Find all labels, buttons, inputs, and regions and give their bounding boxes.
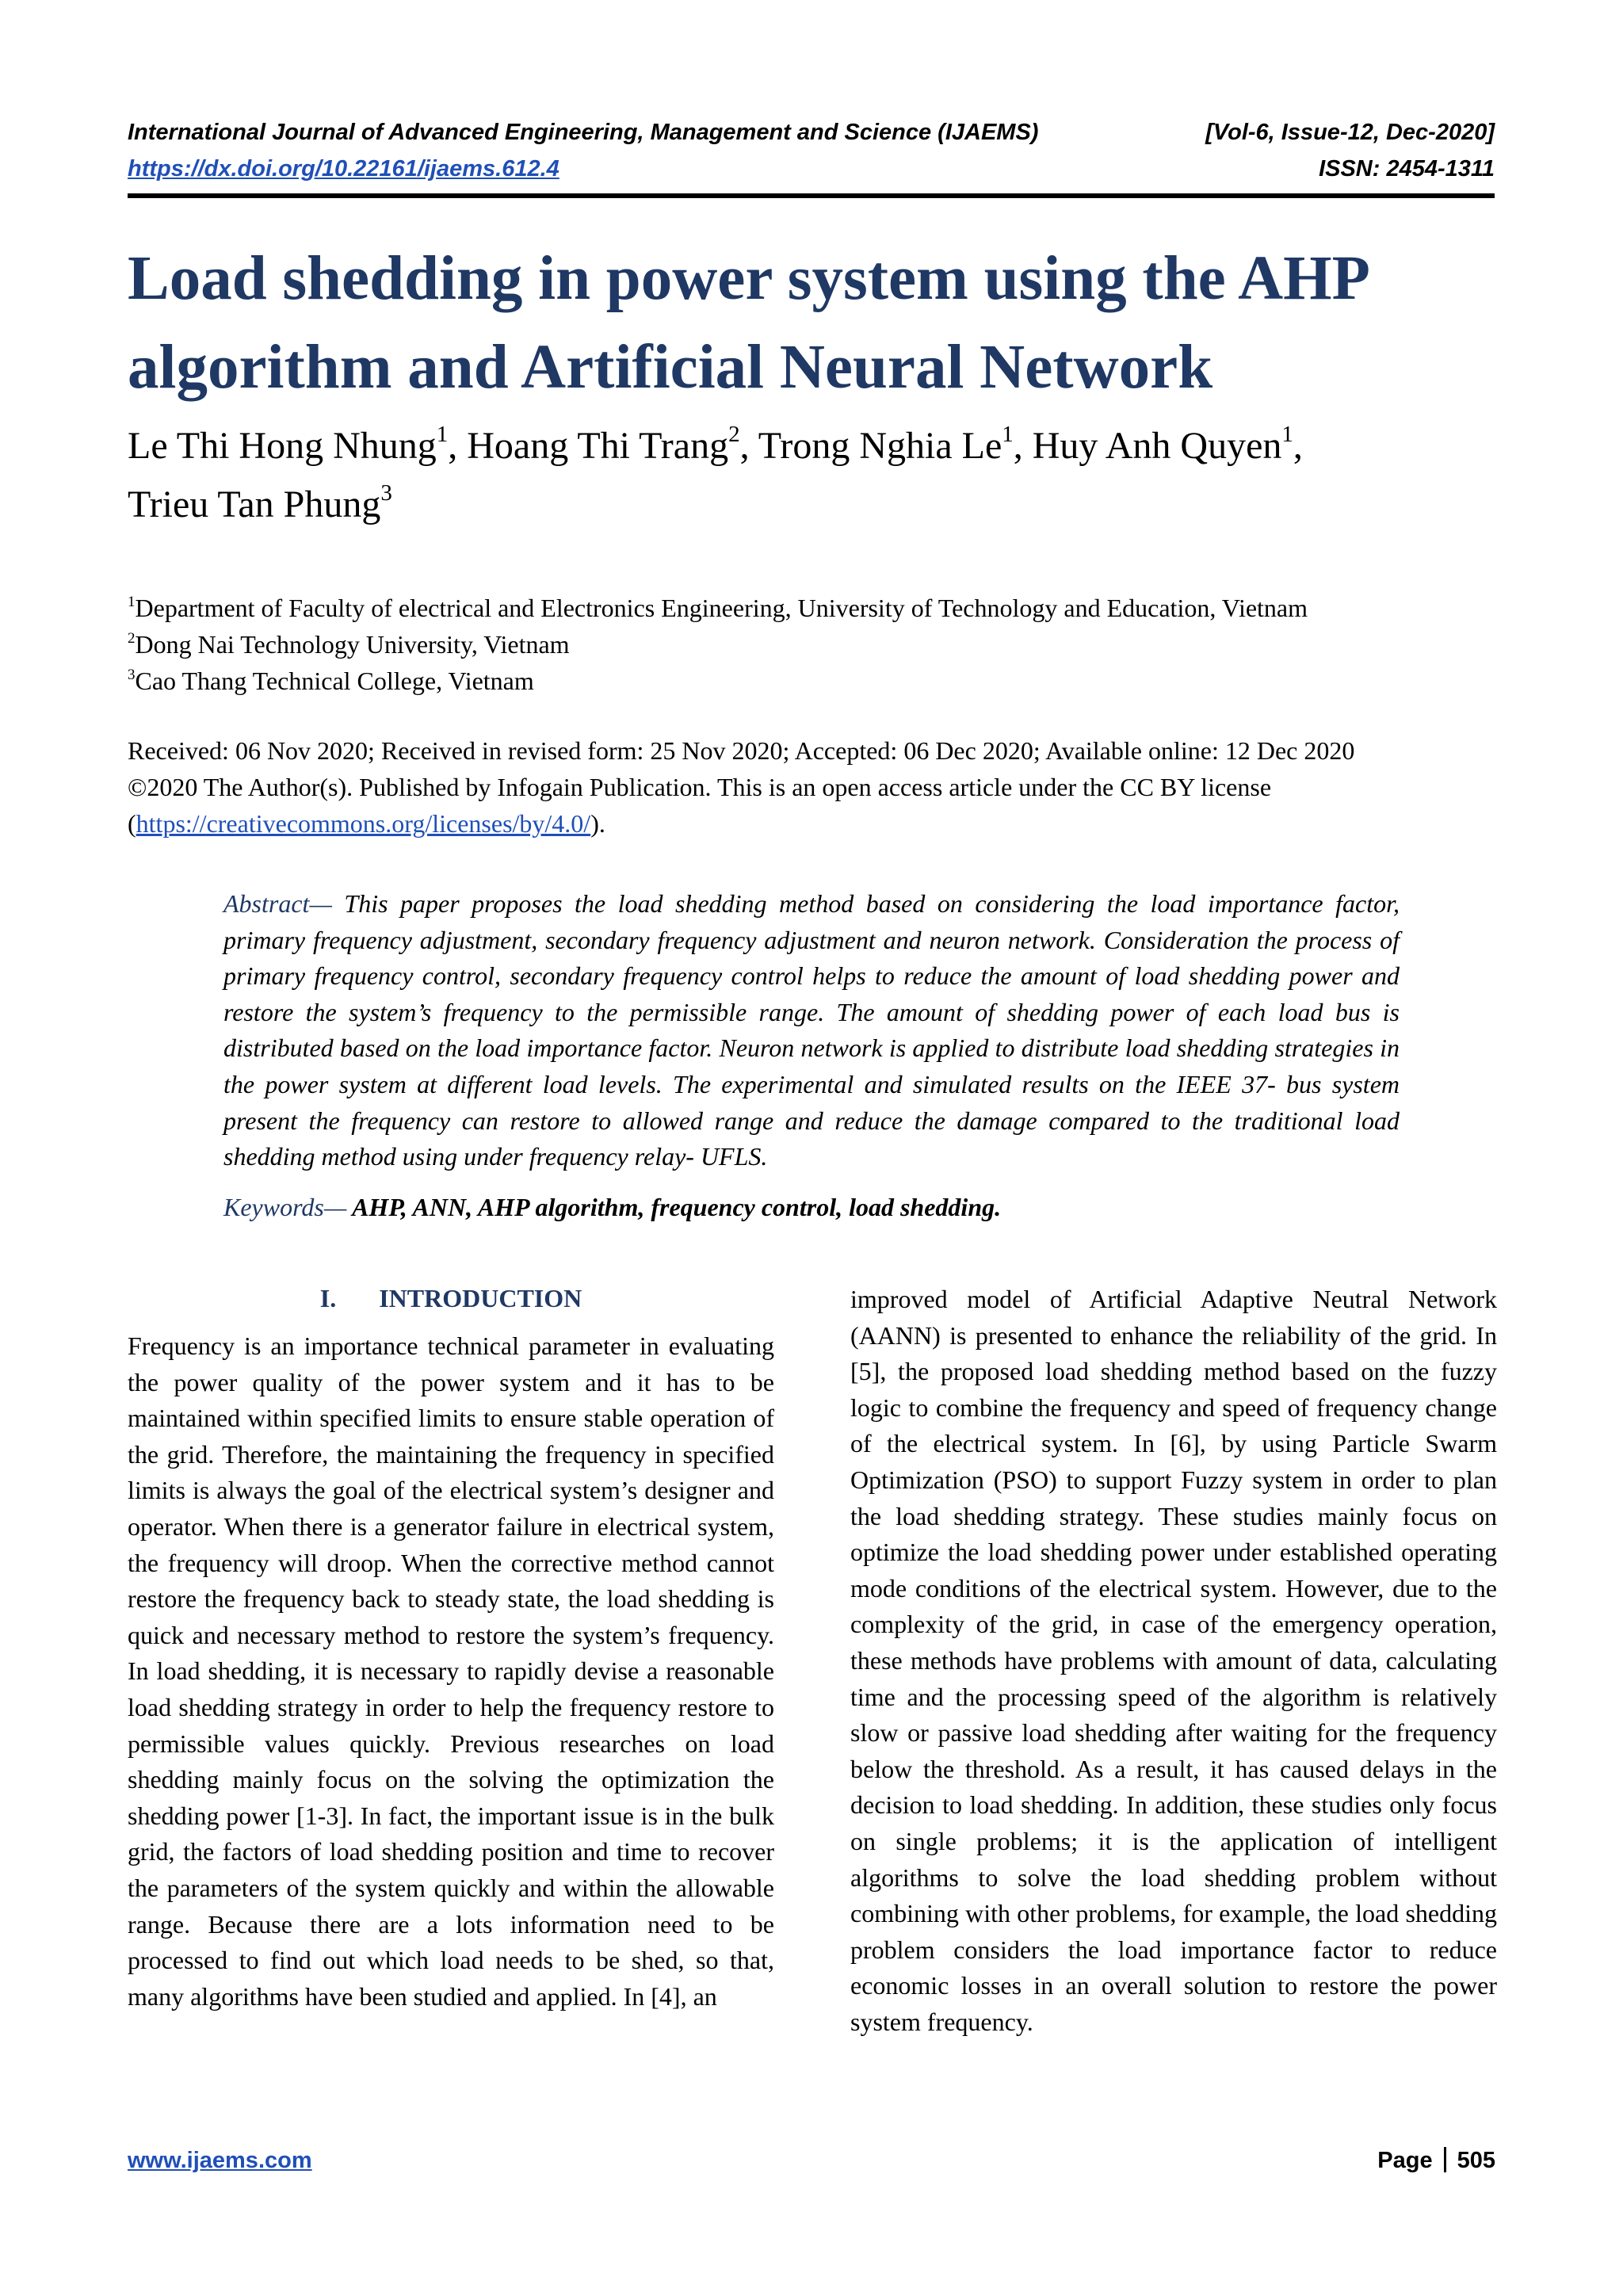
copyright-notice: ©2020 The Author(s). Published by Infogain Publication. This is an open access article under the CC BY license (128, 773, 1272, 801)
doi-link[interactable]: https://dx.doi.org/10.22161/ijaems.612.4 (128, 156, 559, 181)
license-link[interactable]: https://creativecommons.org/licenses/by/4.0/ (136, 809, 591, 838)
body-column-left: Frequency is an importance technical parameter in evaluating the power quality of the power system and it has to be maintained within specified limits to ensure stable operation of the grid. Therefore, the maintaining the frequency in specified limits is always the goal of the electrical system’s designer and operator. When there is a generator failure in electrical system, the frequency will droop. When the corrective method cannot restore the frequency back to steady state, the load shedding is quick and necessary method to restore the system’s frequency. In load shedding, it is necessary to rapidly devise a reasonable load shedding strategy in order to help the frequency restore to permissible values quickly. Previous researches on load shedding mainly focus on the solving the optimization the shedding power [1-3]. In fact, the important issue is in the bulk grid, the factors of load shedding position and time to recover the parameters of the system quickly and within the allowable range. Because there are a lots information need to be processed to find out which load needs to be shed, so that, many algorithms have been studied and applied. In [4], an (128, 1331, 774, 2011)
publication-history (128, 732, 1507, 842)
affiliation-number: 3 (128, 667, 136, 683)
affiliation-text: Dong Nai Technology University, Vietnam (135, 630, 570, 659)
author-list: Le Thi Hong Nhung$^1$, Hoang Thi Trang$^2$, Trong Nghia Le$^1$, Huy Anh Quyen$^1$, Trieu Tan Phung$^3$ (128, 422, 1303, 525)
issn: ISSN: 2454-1311 (1319, 156, 1495, 181)
header-divider (128, 193, 1495, 198)
license-line (128, 805, 1507, 842)
keywords (223, 1189, 1400, 1225)
footer-page-number (1377, 2145, 1495, 2176)
affiliations (128, 590, 1507, 699)
page-divider (1444, 2147, 1446, 2172)
author-affiliation-mark: 1 (1002, 422, 1014, 447)
author-affiliation-mark: 1 (1281, 422, 1293, 447)
author-affiliation-mark: 1 (436, 422, 449, 447)
affiliation-text: Department of Faculty of electrical and Electronics Engineering, University of Technology and Education, Vietnam (135, 594, 1308, 622)
website-link[interactable]: www.ijaems.com (128, 2148, 312, 2173)
body-column-right: improved model of Artificial Adaptive Neutral Network (AANN) is presented to enhance the reliability of the grid. In [5], the proposed load shedding method based on the fuzzy logic to combine the frequency and speed of frequency change of the electrical system. In [6], by using Particle Swarm Optimization (PSO) to support Fuzzy system in order to plan the load shedding strategy. These studies mainly focus on optimize the load shedding power under established operating mode conditions of the electrical system. However, due to the complexity of the grid, in case of the emergency operation, these methods have problems with amount of data, calculating time and the processing speed of the algorithm is relatively slow or passive load shedding after waiting for the frequency below the threshold. As a result, it has caused delays in the decision to load shedding. In addition, these studies only focus on single problems; it is the application of intelligent algorithms to solve the load shedding problem without combining with other problems, for example, the load shedding problem considers the load importance factor to reduce economic losses in an overall solution to restore the power system frequency. (850, 1285, 1497, 2036)
keywords-label: Keywords— (223, 1193, 347, 1221)
author-name: Hoang Thi Trang (467, 425, 729, 467)
author-name: Trong Nghia Le (758, 425, 1002, 467)
author-name: Huy Anh Quyen (1032, 425, 1282, 467)
journal-name: International Journal of Advanced Engineering, Management and Science (IJAEMS) (128, 120, 1039, 145)
affiliation-number: 1 (128, 594, 136, 610)
section-heading (128, 1280, 774, 1316)
section-title: INTRODUCTION (379, 1284, 582, 1312)
author-affiliation-mark: 2 (728, 422, 740, 447)
affiliation-text: Cao Thang Technical College, Vietnam (135, 667, 534, 695)
abstract-text: This paper proposes the load shedding method based on considering the load importance factor, primary frequency adjustment, secondary frequency adjustment and neuron network. Consideration the process of primary frequency control, secondary frequency control helps to reduce the amount of load shedding power and restore the system’s frequency to the permissible range. The amount of shedding power of each load bus is distributed based on the load importance factor. Neuron network is applied to distribute load shedding strategies in the power system at different load levels. The experimental and simulated results on the IEEE 37- bus system present the frequency can restore to allowed range and reduce the damage compared to the traditional load shedding method using under frequency relay- UFLS. (223, 889, 1400, 1171)
abstract-label: Abstract— (223, 889, 332, 918)
page-number: 505 (1457, 2148, 1495, 2173)
author-name: Trieu Tan Phung (128, 483, 381, 525)
author-name: Le Thi Hong Nhung (128, 425, 437, 467)
running-header (128, 117, 1495, 148)
footer-website (128, 2145, 312, 2176)
license-open-paren: ( (128, 809, 136, 838)
affiliation-item (128, 590, 1507, 626)
running-header-doi-row (128, 153, 1495, 185)
volume-issue: [Vol-6, Issue-12, Dec-2020] (1205, 120, 1495, 145)
abstract (223, 886, 1400, 1175)
keywords-text: AHP, ANN, AHP algorithm, frequency control, load shedding. (352, 1193, 1002, 1221)
affiliation-number: 2 (128, 630, 136, 647)
page-label: Page (1377, 2148, 1433, 2173)
license-close-paren: ). (590, 809, 605, 838)
paper-title: Load shedding in power system using the AHP algorithm and Artificial Neural Network (128, 244, 1367, 402)
received-dates: Received: 06 Nov 2020; Received in revised form: 25 Nov 2020; Accepted: 06 Dec 2020; Available online: 12 Dec 2020 (128, 736, 1355, 765)
author-affiliation-mark: 3 (380, 480, 392, 506)
affiliation-item (128, 626, 1507, 663)
affiliation-item (128, 663, 1507, 699)
section-number: I. (319, 1284, 337, 1312)
